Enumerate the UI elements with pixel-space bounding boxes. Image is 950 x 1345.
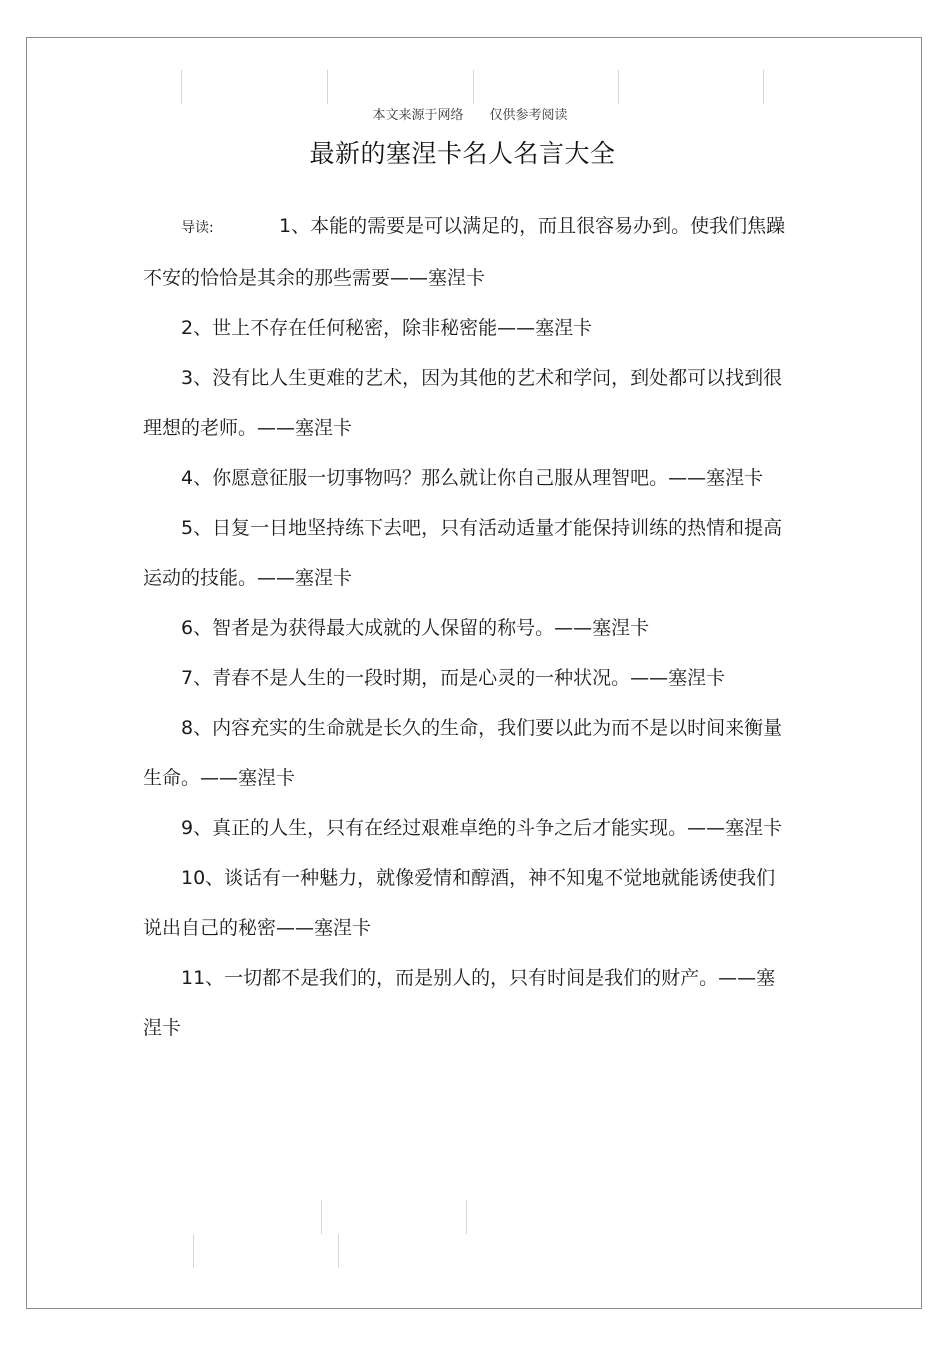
bottom-tick — [338, 1234, 339, 1268]
quote-item: 8、内容充实的生命就是长久的生命，我们要以此为而不是以时间来衡量生命。——塞涅卡 — [143, 717, 783, 789]
document-body — [143, 201, 791, 1053]
quote-text: 1、本能的需要是可以满足的，而且很容易办到。使我们焦躁不安的恰恰是其余的那些需要——塞涅卡 — [143, 215, 786, 289]
bottom-tick — [321, 1200, 322, 1234]
quote-item: 4、你愿意征服一切事物吗？那么就让你自己服从理智吧。——塞涅卡 — [181, 467, 764, 489]
bottom-tick — [193, 1234, 194, 1268]
top-tick — [473, 70, 474, 104]
quote-item: 6、智者是为获得最大成就的人保留的称号。——塞涅卡 — [181, 617, 650, 639]
top-tick — [618, 70, 619, 104]
quote-item: 10、谈话有一种魅力，就像爱情和醇酒，神不知鬼不觉地就能诱使我们说出自己的秘密——塞涅卡 — [143, 867, 776, 939]
quote-item: 5、日复一日地坚持练下去吧，只有活动适量才能保持训练的热情和提高运动的技能。——塞涅卡 — [143, 517, 783, 589]
bottom-tick — [466, 1200, 467, 1234]
quote-item: 7、青春不是人生的一段时期，而是心灵的一种状况。——塞涅卡 — [181, 667, 726, 689]
quote-item: 11、一切都不是我们的，而是别人的，只有时间是我们的财产。——塞涅卡 — [143, 967, 776, 1039]
page-title: 最新的塞涅卡名人名言大全 — [309, 139, 616, 168]
top-tick — [181, 70, 182, 104]
quote-item: 2、世上不存在任何秘密，除非秘密能——塞涅卡 — [181, 317, 593, 339]
top-tick — [763, 70, 764, 104]
quote-item: 9、真正的人生，只有在经过艰难卓绝的斗争之后才能实现。——塞涅卡 — [181, 817, 783, 839]
intro-label: 导读: — [181, 220, 214, 236]
top-tick — [327, 70, 328, 104]
quote-item: 3、没有比人生更难的艺术，因为其他的艺术和学问，到处都可以找到很理想的老师。——塞涅卡 — [143, 367, 783, 439]
source-note: 本文来源于网络 仅供参考阅读 — [372, 108, 568, 123]
quote-item — [143, 201, 791, 303]
